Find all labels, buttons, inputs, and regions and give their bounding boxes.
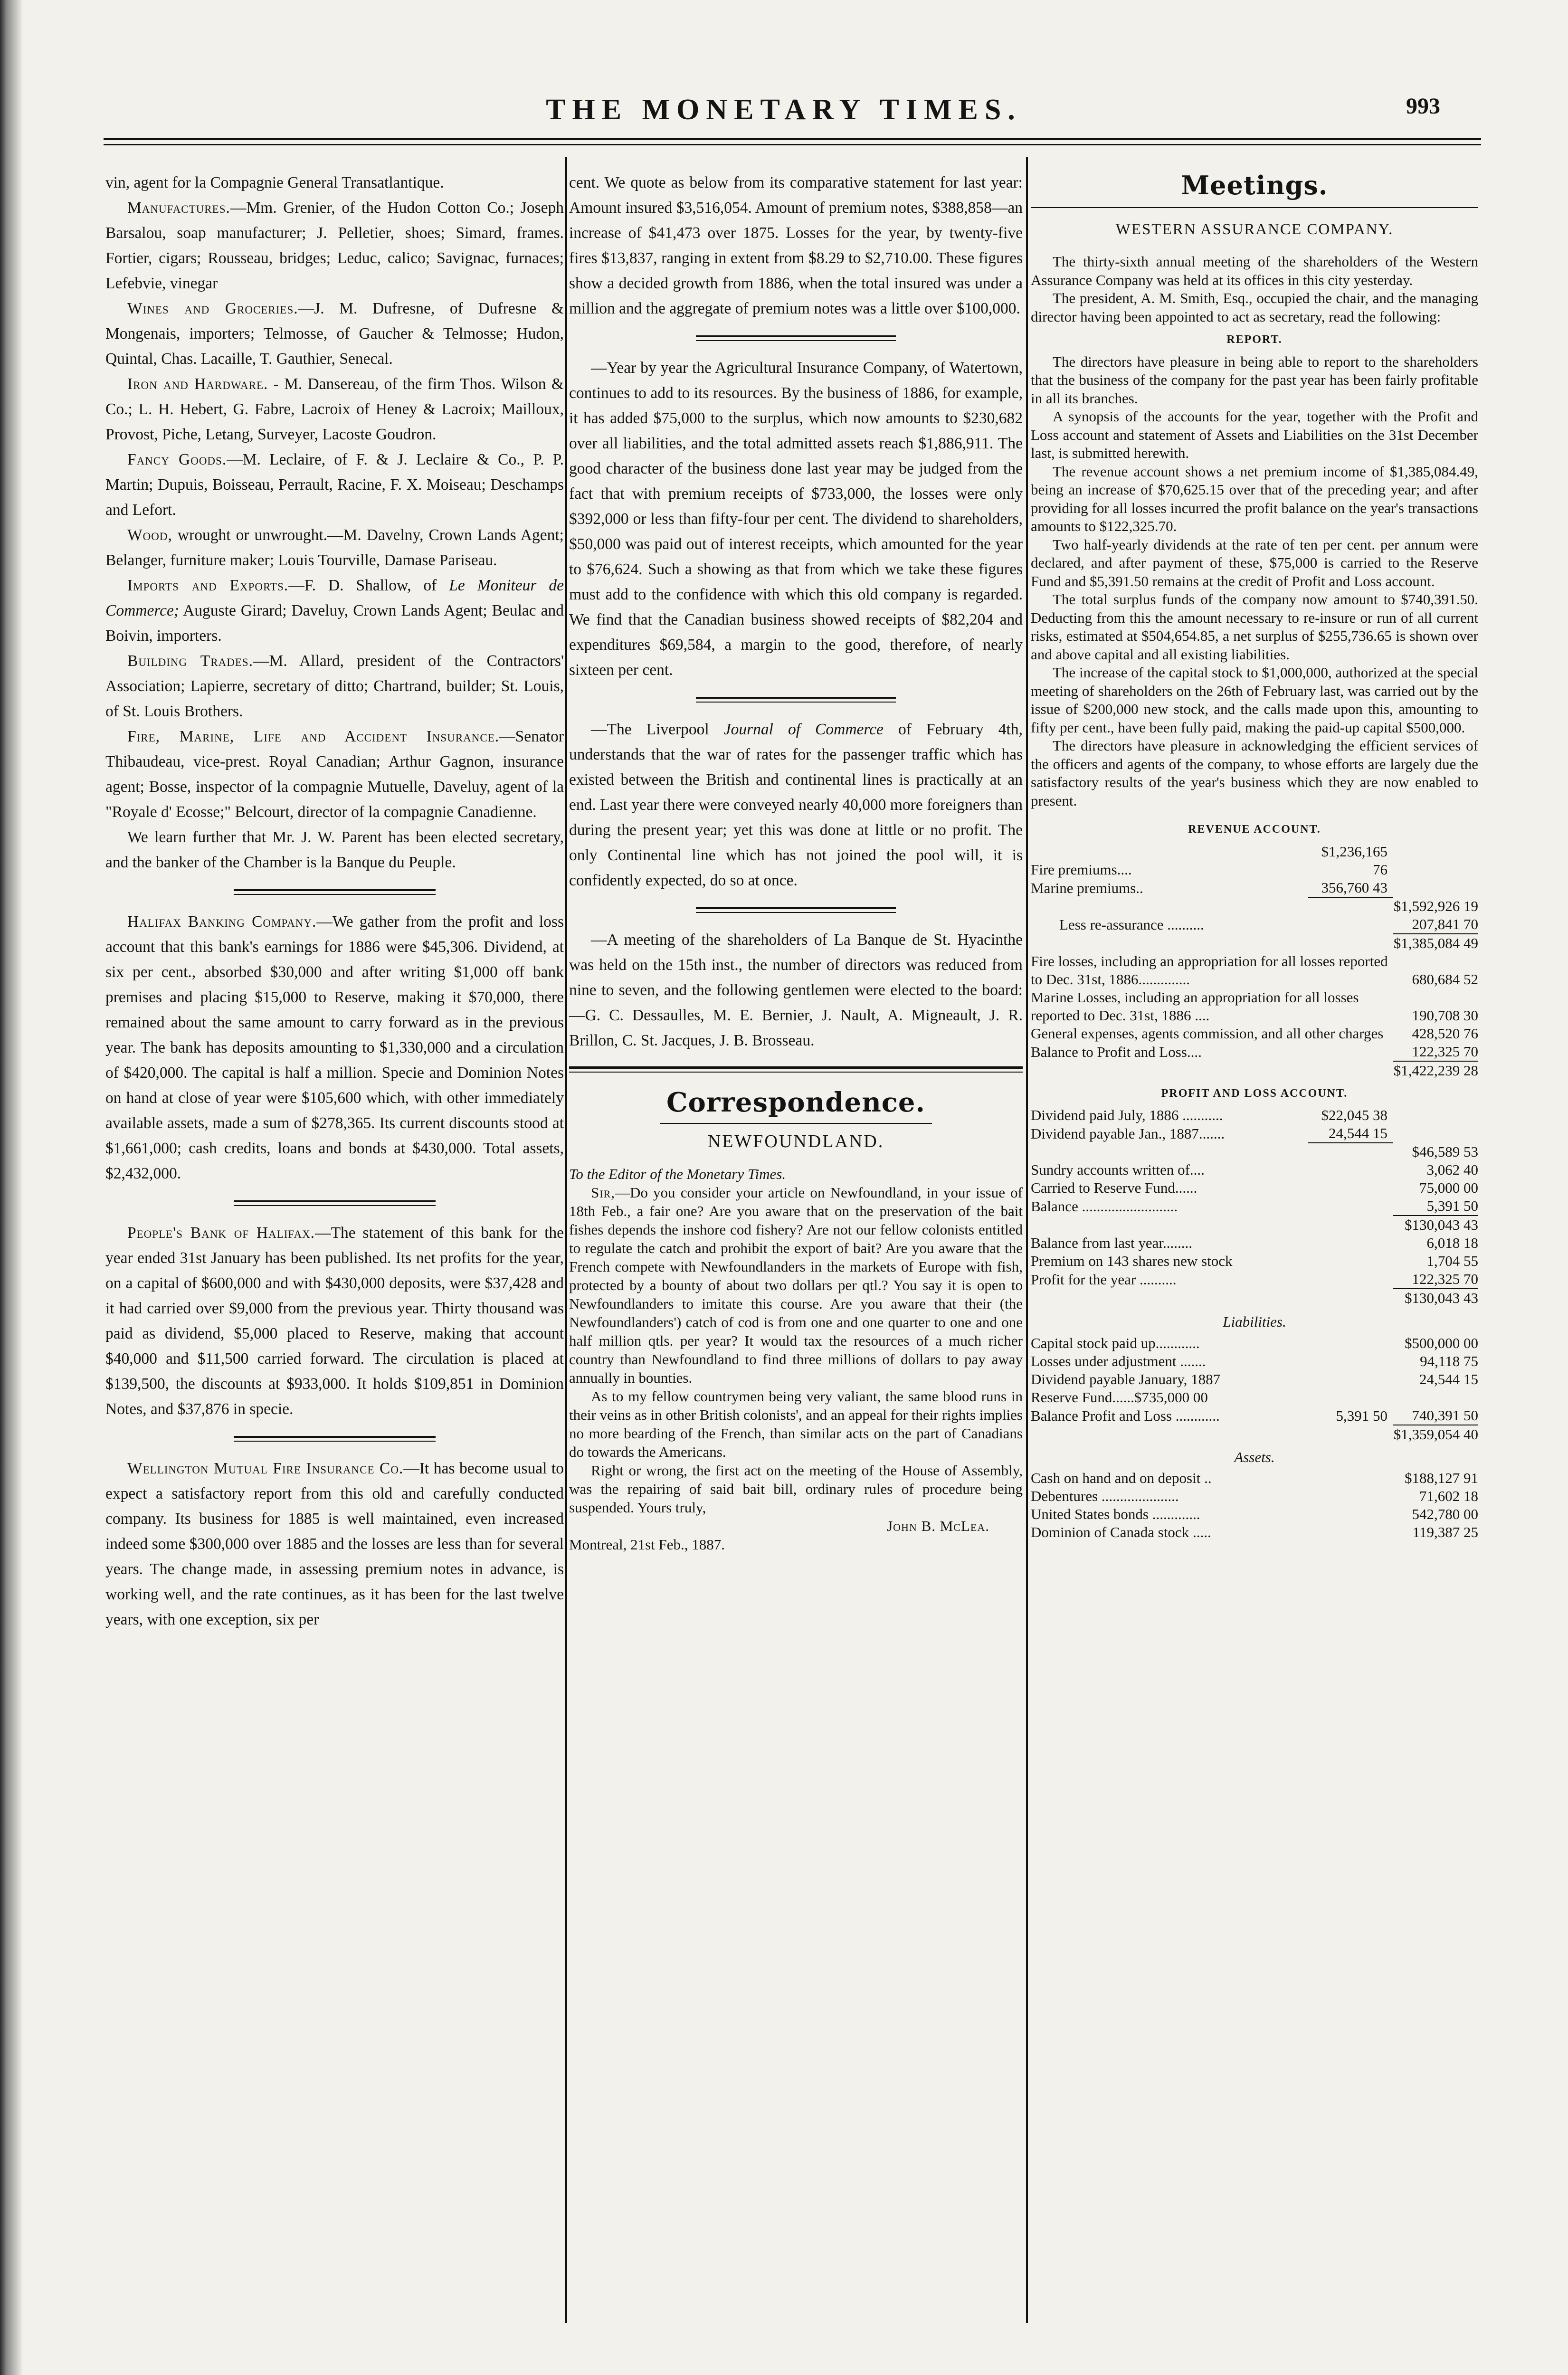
table-row: Dominion of Canada stock ..... 119,387 25 — [1031, 1524, 1478, 1540]
paragraph: Fire, Marine, Life and Accident Insurance.—Senator Thibaudeau, vice-prest. Royal Canadian; Arthur Gagnon, insurance agent; Bosse, inspector of la compagnie Mutuelle, Daveluy, agent of la "Royale d' Ecosse;" Belcourt, director of la compagnie Canadienne. — [105, 728, 564, 821]
letter-signature: John B. McLea. — [887, 1518, 989, 1534]
table-row: $130,043 43 — [1031, 1289, 1478, 1307]
paragraph: Sir,—Do you consider your article on Newfoundland, in your issue of 18th Feb., a fair one? Are you aware that on the preservation of the bait fishes depends the inshore cod fishery? Are not our fellow colonists entitled to regulate the catch and prohibit the export of bait? Are you aware that the French compete with Newfoundlanders in the markets of Europe with fish, protected by a bounty of about two dollars per qtl.? You say it is open to Newfoundlanders to imitate this course. Are you aware that their (the Newfoundlanders') catch of cod is from one and one quarter to one and one half million qtls. per year? It would tax the resources of a much richer country than Newfoundland to find three millions of dollars to pay away annually in bounties. — [569, 1184, 1023, 1386]
paragraph: Manufactures.—Mm. Grenier, of the Hudon Cotton Co.; Joseph Barsalou, soap manufacturer; J. Pelletier, shoes; Simard, frames. Fortier, cigars; Rousseau, bridges; Leduc, calico; Savignac, furnaces; Lefebvie, vinegar — [105, 199, 564, 292]
paragraph: Imports and Exports.—F. D. Shallow, of Le Moniteur de Commerce; Auguste Girard; Daveluy, Crown Lands Agent; Beulac and Boivin, importers. — [105, 577, 564, 645]
paragraph: Right or wrong, the first act on the meeting of the House of Assembly, was the repairing of said bait bill, ordinary rules of procedure being suspended. Yours truly, — [569, 1462, 1023, 1516]
section-separator — [234, 1200, 436, 1206]
paragraph: Halifax Banking Company.—We gather from the profit and loss account that this bank's earnings for 1886 were $45,306. Dividend, at six per cent., absorbed $30,000 and after writing $1,000 off bank premises and placing $15,000 to Reserve, making it $70,000, there remained about the same amount to carry forward as in the previous year. The bank has deposits amounting to $1,330,000 and a circulation of $420,000. The capital is half a million. Specie and Dominion Notes on hand at close of year were $105,600 which, with other immediately available assets, made a sum of $278,365. Its current discounts stood at $1,661,000; cash credits, loans and bonds at $430,000. Total assets, $2,432,000. — [105, 913, 564, 1182]
section-title: Meetings. — [1181, 170, 1328, 200]
section-separator — [234, 889, 436, 895]
section-rule — [569, 1066, 1023, 1073]
report-heading: REPORT. — [1226, 333, 1283, 346]
table-row: $1,422,239 28 — [1393, 1062, 1478, 1079]
table-row: Losses under adjustment ....... 94,118 75 — [1031, 1352, 1478, 1369]
table-row: $46,589 53 — [1031, 1143, 1478, 1161]
paragraph: The total surplus funds of the company now amount to $740,391.50. Deducting from this the amount necessary to re-insure or run of all current risks, estimated at $504,654.85, a net surplus of $255,736.65 is shown over and above capital and all existing liabilities. — [1031, 591, 1478, 663]
assets-table — [1031, 1469, 1478, 1541]
column-2 — [569, 170, 1023, 1554]
section-separator — [696, 697, 895, 703]
table-row: Carried to Reserve Fund...... 75,000 00 — [1031, 1179, 1478, 1196]
paragraph: cent. We quote as below from its comparative statement for last year: Amount insured $3,516,054. Amount of premium notes, $388,858—an increase of $41,473 over 1875. Losses for the year, by twenty-five fires $13,837, ranging in extent from $8.29 to $2,710.00. These figures show a decided growth from 1886, when the total insured was under a million and the aggregate of premium notes was a little over $100,000. — [569, 174, 1023, 317]
letter-dateline: Montreal, 21st Feb., 1887. — [569, 1536, 725, 1553]
paragraph: Iron and Hardware. - M. Dansereau, of the firm Thos. Wilson & Co.; L. H. Hebert, G. Fabre, Lacroix of Heney & Lacroix; Mailloux, Provost, Piche, Letang, Surveyer, Lacoste Goudron. — [105, 375, 564, 443]
table-row: Dividend payable January, 1887 24,544 15 — [1031, 1370, 1478, 1387]
table-row: General expenses, agents commission, and all other charges 428,520 76 — [1031, 1025, 1478, 1042]
paragraph: Fancy Goods.—M. Leclaire, of F. & J. Leclaire & Co., P. P. Martin; Dupuis, Boisseau, Perrault, Racine, F. X. Moiseau; Deschamps and Lefort. — [105, 451, 564, 519]
paragraph: Two half-yearly dividends at the rate of ten per cent. per annum were declared, and after payment of these, $75,000 is carried to the Reserve Fund and $5,391.50 remains at the credit of Profit and Loss account. — [1031, 536, 1478, 589]
paragraph: The increase of the capital stock to $1,000,000, authorized at the special meeting of shareholders on the 26th of February last, was carried out by the issue of $200,000 new stock, and the calls made upon this, amounting to fifty per cent., have been fully paid, making the paid-up capital $500,000. — [1031, 664, 1478, 736]
table-row: United States bonds ............. 542,780 00 — [1031, 1506, 1478, 1522]
section-separator — [696, 335, 895, 341]
table-row: Profit for the year .......... 122,325 70 — [1031, 1271, 1478, 1288]
page-number: 993 — [1406, 94, 1440, 119]
header-rule-top — [104, 138, 1481, 140]
assets-heading: Assets. — [1234, 1448, 1275, 1465]
table-row: Fire losses, including an appropriation for all losses reported to Dec. 31st, 1886.............. 680,684 52 — [1031, 952, 1478, 988]
paragraph: We learn further that Mr. J. W. Parent has been elected secretary, and the banker of the Chamber is la Banque du Peuple. — [105, 828, 564, 871]
paragraph: The president, A. M. Smith, Esq., occupied the chair, and the managing director having been appointed to act as secretary, read the following: — [1031, 290, 1478, 325]
table-row: Debentures ..................... 71,602 18 — [1031, 1488, 1478, 1504]
title-underline — [660, 1123, 932, 1124]
paragraph: The directors have pleasure in being able to report to the shareholders that the business of the company for the past year has been fairly profitable in all its branches. — [1031, 353, 1478, 407]
profit-loss-table — [1031, 1106, 1478, 1307]
paragraph: Building Trades.—M. Allard, president of the Contractors' Association; Lapierre, secretary of ditto; Chartrand, builder; St. Louis, of St. Louis Brothers. — [105, 652, 564, 720]
column-divider-1 — [565, 157, 567, 2323]
paragraph: The thirty-sixth annual meeting of the shareholders of the Western Assurance Company was held at its offices in this city yesterday. — [1031, 253, 1478, 288]
table-row: Dividend paid July, 1886 ........... $22,045 38 — [1031, 1107, 1388, 1123]
revenue-account-heading: REVENUE ACCOUNT. — [1188, 823, 1321, 836]
table-row: Cash on hand and on deposit .. $188,127 91 — [1031, 1470, 1478, 1486]
section-separator — [234, 1436, 436, 1442]
paragraph: —A meeting of the shareholders of La Banque de St. Hyacinthe was held on the 15th inst., the number of directors was reduced from nine to seven, and the following gentlemen were elected to the board:—G. C. Dessaulles, M. E. Bernier, J. Nault, A. Migneault, J. R. Brillon, C. St. Jacques, J. B. Brosseau. — [569, 931, 1023, 1049]
column-3 — [1031, 170, 1478, 1541]
paragraph: A synopsis of the accounts for the year, together with the Profit and Loss account and statement of Assets and Liabilities on the 31st December last, is submitted herewith. — [1031, 408, 1478, 461]
section-title: Correspondence. — [666, 1087, 926, 1118]
table-row: Balance Profit and Loss ............ 5,391 50 740,391 50 — [1031, 1406, 1478, 1424]
paragraph: Wines and Groceries.—J. M. Dufresne, of Dufresne & Mongenais, importers; Telmosse, of Gaucher & Telmosse; Hudon, Quintal, Chas. Lacaille, T. Gauthier, Senecal. — [105, 300, 564, 368]
section-separator — [696, 907, 895, 913]
paragraph: As to my fellow countrymen being very valiant, the same blood runs in their veins as in other British colonists', and an appeal for their rights implies no more bearding of the French, than similar acts on the part of Canadians do towards the Americans. — [569, 1388, 1023, 1460]
liabilities-heading: Liabilities. — [1223, 1313, 1286, 1330]
header-rule-bottom — [104, 144, 1481, 145]
paragraph: People's Bank of Halifax.—The statement of this bank for the year ended 31st January has been published. Its net profits for the year, on a capital of $600,000 and with $430,000 deposits, were $37,428 and it had carried over $9,000 from the previous year. Thirty thousand was paid as dividend, $5,000 placed to Reserve, making that account $40,000 and $11,500 carried forward. The circulation is placed at $139,500, the discounts at $933,000. It holds $109,851 in Dominion Notes, and $37,876 in specie. — [105, 1224, 564, 1418]
section-subtitle: NEWFOUNDLAND. — [707, 1131, 884, 1151]
table-row: $1,359,054 40 — [1393, 1425, 1478, 1443]
profit-loss-heading: PROFIT AND LOSS ACCOUNT. — [1161, 1087, 1348, 1100]
table-row: Less re-assurance .......... 207,841 70 — [1059, 915, 1478, 933]
table-row: Sundry accounts written of.... 3,062 40 — [1031, 1161, 1478, 1178]
paragraph: —Year by year the Agricultural Insurance Company, of Watertown, continues to add to its resources. By the business of 1886, for example, it has added $75,000 to the surplus, which now amounts to $230,682 over all liabilities, and the total admitted assets reach $1,886,911. The good character of the business done last year may be judged from the fact that with premium receipts of $733,000, the losses were only $392,000 or less than fifty-four per cent. The dividend to shareholders, $50,000 was paid out of interest receipts, which amounted for the year to $76,624. Such a showing as that from which we take these figures must add to the confidence with which this old company is regarded. We find that the Canadian business showed receipts of $82,204 and expenditures $69,584, a margin to the good, therefore, of nearly sixteen per cent. — [569, 359, 1023, 679]
company-heading: WESTERN ASSURANCE COMPANY. — [1115, 221, 1394, 238]
table-row: Dividend payable Jan., 1887....... 24,544 15 — [1031, 1125, 1388, 1142]
table-row: Marine Losses, including an appropriation for all losses reported to Dec. 31st, 1886 .... 190,708 30 — [1031, 988, 1478, 1024]
table-row: Fire premiums.... $1,236,165 76 — [1031, 843, 1388, 878]
table-row: $130,043 43 — [1031, 1216, 1478, 1234]
table-row: Balance from last year........ 6,018 18 — [1031, 1235, 1478, 1251]
paragraph: —The Liverpool Journal of Commerce of February 4th, understands that the war of rates for the passenger traffic which has existed between the British and continental lines is practically at an end. Last year there were conveyed nearly 40,000 more foreigners than during the present year; yet this was done at little or no profit. The only Continental line which has not joined the pool will, it is confidently expected, do so at once. — [569, 721, 1023, 889]
paragraph: Wood, wrought or unwrought.—M. Davelny, Crown Lands Agent; Belanger, furniture maker; Louis Tourville, Damase Pariseau. — [105, 526, 564, 569]
masthead-title: THE MONETARY TIMES. — [546, 94, 1022, 126]
table-row: Capital stock paid up............ $500,000 00 — [1031, 1334, 1478, 1351]
page-binding-edge — [0, 0, 23, 2375]
letter-salutation: To the Editor of the Monetary Times. — [569, 1166, 786, 1182]
table-row: $1,592,926 19 — [1031, 897, 1478, 915]
paragraph: Wellington Mutual Fire Insurance Co.—It has become usual to expect a satisfactory report from this old and carefully conducted company. Its business for 1885 is well maintained, even increased indeed some $300,000 over 1885 and the losses are less than for several years. The change made, in assessing premium notes in advance, is working well, and the rate continues, as it has been for the last twelve years, with one exception, six per — [105, 1460, 564, 1628]
table-row: Premium on 143 shares new stock 1,704 55 — [1031, 1253, 1478, 1269]
table-row: Balance to Profit and Loss.... 122,325 70 — [1031, 1043, 1478, 1060]
table-row: Balance .......................... 5,391 50 — [1031, 1197, 1478, 1215]
table-row: Reserve Fund......$735,000 00 — [1031, 1388, 1208, 1406]
paragraph: vin, agent for la Compagnie General Transatlantique. — [105, 174, 444, 191]
paragraph: The revenue account shows a net premium income of $1,385,084.49, being an increase of $70,625.15 over that of the preceding year; and after providing for all losses incurred the profit balance on the year's transactions amounts to $122,325.70. — [1031, 463, 1478, 534]
table-row: $1,385,084 49 — [1393, 934, 1478, 951]
column-1 — [105, 170, 564, 1632]
column-divider-2 — [1026, 157, 1028, 2323]
table-row: Marine premiums.. 356,760 43 — [1031, 879, 1388, 896]
liabilities-table — [1031, 1334, 1478, 1444]
title-underline — [1031, 207, 1478, 208]
revenue-account-table — [1031, 843, 1478, 1080]
paragraph: The directors have pleasure in acknowledging the efficient services of the officers and agents of the company, to whose efforts are largely due the satisfactory results of the year's business which they are now enabled to present. — [1031, 737, 1478, 809]
